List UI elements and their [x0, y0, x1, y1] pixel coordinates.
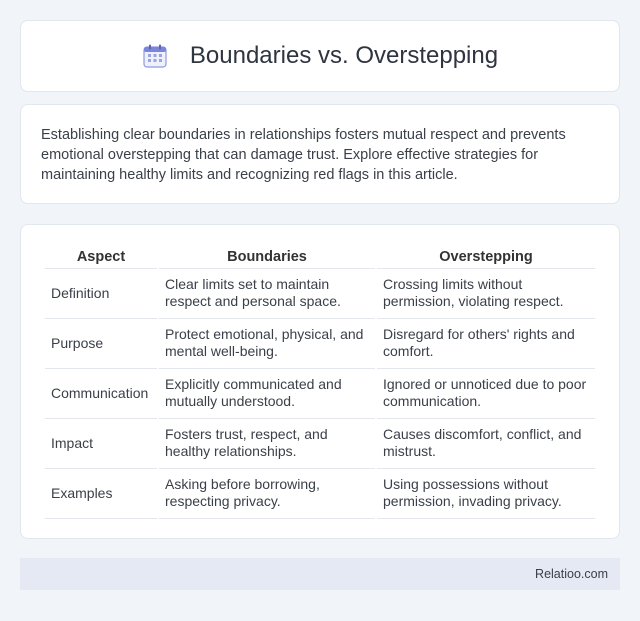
overstepping-cell: Using possessions without permission, invading privacy.: [377, 469, 595, 519]
table-row: [45, 419, 595, 469]
calendar-icon: [142, 43, 168, 69]
overstepping-cell: Ignored or unnoticed due to poor communication.: [377, 369, 595, 419]
column-header-overstepping: Overstepping: [377, 245, 595, 269]
aspect-cell: Examples: [45, 469, 157, 519]
boundaries-cell: Protect emotional, physical, and mental well-being.: [159, 319, 375, 369]
boundaries-cell: Clear limits set to maintain respect and personal space.: [159, 269, 375, 319]
page-title: Boundaries vs. Overstepping: [189, 42, 499, 69]
aspect-cell: Definition: [45, 269, 157, 319]
intro-text: Establishing clear boundaries in relationships fosters mutual respect and prevents emotional overstepping that can damage trust. Explore effective strategies for maintaining healthy limits and recognizing red flags in this article.: [41, 127, 566, 183]
table-row: [45, 469, 595, 519]
boundaries-cell: Explicitly communicated and mutually understood.: [159, 369, 375, 419]
aspect-cell: Communication: [45, 369, 157, 419]
header-card: [20, 20, 620, 92]
overstepping-cell: Crossing limits without permission, violating respect.: [377, 269, 595, 319]
comparison-card: [20, 224, 620, 539]
overstepping-cell: Disregard for others' rights and comfort.: [377, 319, 595, 369]
aspect-cell: Impact: [45, 419, 157, 469]
footer-brand[interactable]: Relatioo.com: [535, 567, 608, 581]
overstepping-cell: Causes discomfort, conflict, and mistrust.: [377, 419, 595, 469]
column-header-boundaries: Boundaries: [159, 245, 375, 269]
aspect-cell: Purpose: [45, 319, 157, 369]
table-row: [45, 369, 595, 419]
table-row: [45, 319, 595, 369]
table-row: [45, 269, 595, 319]
boundaries-cell: Asking before borrowing, respecting privacy.: [159, 469, 375, 519]
intro-card: [20, 104, 620, 204]
footer: [20, 558, 620, 590]
column-header-aspect: Aspect: [45, 245, 157, 269]
comparison-table: [43, 245, 597, 519]
boundaries-cell: Fosters trust, respect, and healthy relationships.: [159, 419, 375, 469]
